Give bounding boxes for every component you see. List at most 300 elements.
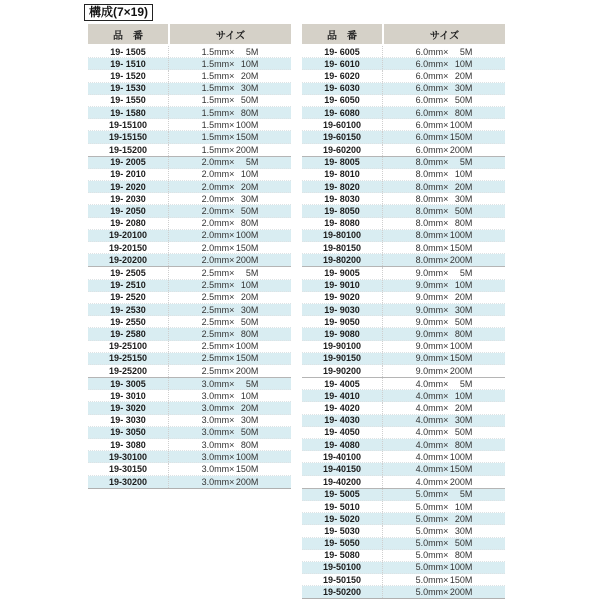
- size-diameter: 4.0mm×: [415, 451, 449, 462]
- part-number: 19-80100: [322, 230, 362, 241]
- part-number: 19-90100: [322, 341, 362, 352]
- size-diameter: 9.0mm×: [415, 280, 449, 291]
- size-length: 20M: [240, 292, 259, 303]
- size-value: [382, 353, 505, 364]
- table-row: [302, 365, 505, 377]
- size-diameter: 8.0mm×: [415, 169, 449, 180]
- size-diameter: 5.0mm×: [415, 587, 449, 598]
- size-diameter: 2.5mm×: [201, 316, 235, 327]
- size-value: [382, 280, 505, 291]
- part-number: 19- 6020: [324, 70, 360, 81]
- size-value: [168, 476, 291, 488]
- size-diameter: 1.5mm×: [201, 83, 235, 94]
- part-number: 19-60100: [322, 119, 362, 130]
- size-value: [382, 538, 505, 549]
- size-length: 80M: [454, 218, 473, 229]
- size-length: 200M: [235, 476, 259, 487]
- part-number: 19-20100: [108, 230, 148, 241]
- size-length: 100M: [235, 341, 259, 352]
- size-value: [168, 316, 291, 327]
- part-number: 19-60150: [322, 131, 362, 142]
- table-row: [302, 427, 505, 439]
- size-section: [88, 377, 291, 488]
- size-diameter: 6.0mm×: [415, 46, 449, 57]
- size-length: 30M: [454, 83, 473, 94]
- part-number: 19- 4005: [324, 378, 360, 389]
- size-length: 30M: [240, 193, 259, 204]
- table-row: [302, 83, 505, 95]
- size-value: [382, 70, 505, 81]
- size-value: [168, 267, 291, 278]
- size-value: [168, 193, 291, 204]
- size-value: [382, 415, 505, 426]
- part-number: 19- 5030: [324, 525, 360, 536]
- column-header-part: 品 番: [327, 30, 357, 42]
- part-number: 19-50150: [322, 574, 362, 585]
- size-diameter: 3.0mm×: [201, 403, 235, 414]
- size-value: [168, 107, 291, 118]
- part-number: 19- 6010: [324, 58, 360, 69]
- size-length: 5M: [459, 267, 473, 278]
- size-length: 150M: [235, 353, 259, 364]
- table-header: [302, 24, 505, 46]
- size-diameter: 3.0mm×: [201, 415, 235, 426]
- size-value: [168, 427, 291, 438]
- table-row: [88, 341, 291, 353]
- size-diameter: 8.0mm×: [415, 181, 449, 192]
- part-number: 19- 6030: [324, 83, 360, 94]
- table-row: [88, 427, 291, 439]
- size-diameter: 5.0mm×: [415, 489, 449, 500]
- part-number: 19- 1505: [110, 46, 146, 57]
- part-number: 19- 9020: [324, 292, 360, 303]
- table-row: [88, 304, 291, 316]
- table-row: [302, 205, 505, 217]
- size-section: [302, 488, 505, 599]
- table-row: [302, 525, 505, 537]
- size-length: 50M: [454, 206, 473, 217]
- size-diameter: 3.0mm×: [201, 476, 235, 487]
- size-length: 100M: [449, 451, 473, 462]
- size-value: [382, 378, 505, 389]
- size-value: [168, 439, 291, 450]
- table-row: [88, 353, 291, 365]
- size-length: 10M: [454, 280, 473, 291]
- size-value: [382, 83, 505, 94]
- size-length: 30M: [240, 304, 259, 315]
- size-diameter: 2.0mm×: [201, 181, 235, 192]
- part-number: 19- 8030: [324, 193, 360, 204]
- table-row: [302, 46, 505, 58]
- size-diameter: 2.5mm×: [201, 328, 235, 339]
- size-value: [382, 390, 505, 401]
- size-length: 100M: [235, 451, 259, 462]
- size-diameter: 9.0mm×: [415, 304, 449, 315]
- table-row: [302, 513, 505, 525]
- table-row: [302, 489, 505, 501]
- size-length: 200M: [449, 365, 473, 376]
- size-diameter: 5.0mm×: [415, 525, 449, 536]
- size-length: 150M: [235, 463, 259, 474]
- table-row: [302, 415, 505, 427]
- size-diameter: 2.5mm×: [201, 280, 235, 291]
- part-number: 19- 2510: [110, 280, 146, 291]
- table-row: [302, 169, 505, 181]
- part-number: 19- 8050: [324, 206, 360, 217]
- size-value: [382, 501, 505, 512]
- size-length: 150M: [449, 242, 473, 253]
- part-number: 19- 8005: [324, 157, 360, 168]
- size-diameter: 5.0mm×: [415, 562, 449, 573]
- size-diameter: 2.5mm×: [201, 353, 235, 364]
- size-value: [382, 193, 505, 204]
- part-number: 19- 4020: [324, 403, 360, 414]
- size-value: [382, 181, 505, 192]
- table-row: [88, 378, 291, 390]
- table-row: [88, 169, 291, 181]
- size-value: [168, 353, 291, 364]
- size-diameter: 5.0mm×: [415, 513, 449, 524]
- size-diameter: 8.0mm×: [415, 206, 449, 217]
- size-value: [168, 242, 291, 253]
- size-value: [382, 157, 505, 168]
- part-number: 19- 3010: [110, 390, 146, 401]
- size-length: 150M: [449, 131, 473, 142]
- size-length: 20M: [454, 403, 473, 414]
- size-value: [382, 489, 505, 500]
- size-length: 200M: [449, 587, 473, 598]
- size-section: [88, 156, 291, 267]
- table-row: [88, 267, 291, 279]
- size-value: [382, 58, 505, 69]
- size-diameter: 1.5mm×: [201, 107, 235, 118]
- size-section: [88, 266, 291, 377]
- size-value: [382, 267, 505, 278]
- part-number: 19-15200: [108, 144, 148, 155]
- size-diameter: 1.5mm×: [201, 70, 235, 81]
- table-row: [88, 254, 291, 266]
- part-number: 19- 5050: [324, 538, 360, 549]
- table-row: [302, 390, 505, 402]
- column-header-size: サイズ: [382, 24, 505, 44]
- table-row: [88, 280, 291, 292]
- part-number: 19-15150: [108, 131, 148, 142]
- table-row: [88, 83, 291, 95]
- table-row: [302, 95, 505, 107]
- table-row: [88, 439, 291, 451]
- table-row: [302, 341, 505, 353]
- size-diameter: 5.0mm×: [415, 574, 449, 585]
- size-diameter: 4.0mm×: [415, 476, 449, 487]
- size-diameter: 8.0mm×: [415, 255, 449, 266]
- size-length: 20M: [240, 70, 259, 81]
- size-value: [382, 292, 505, 303]
- part-number: 19-40200: [322, 476, 362, 487]
- part-number: 19- 4030: [324, 415, 360, 426]
- size-value: [382, 451, 505, 462]
- part-number: 19- 2505: [110, 267, 146, 278]
- size-length: 200M: [449, 255, 473, 266]
- table-row: [302, 562, 505, 574]
- part-number: 19- 8010: [324, 169, 360, 180]
- part-number: 19-30200: [108, 476, 148, 487]
- size-diameter: 5.0mm×: [415, 550, 449, 561]
- size-diameter: 2.5mm×: [201, 267, 235, 278]
- table-row: [302, 463, 505, 475]
- size-diameter: 8.0mm×: [415, 242, 449, 253]
- size-diameter: 9.0mm×: [415, 328, 449, 339]
- size-length: 20M: [240, 403, 259, 414]
- size-section: [302, 377, 505, 488]
- size-value: [382, 304, 505, 315]
- size-diameter: 2.0mm×: [201, 157, 235, 168]
- size-diameter: 9.0mm×: [415, 292, 449, 303]
- size-value: [168, 328, 291, 339]
- size-diameter: 6.0mm×: [415, 107, 449, 118]
- table-row: [88, 144, 291, 156]
- size-length: 50M: [240, 95, 259, 106]
- size-diameter: 6.0mm×: [415, 95, 449, 106]
- size-length: 200M: [235, 255, 259, 266]
- table-row: [302, 328, 505, 340]
- size-diameter: 9.0mm×: [415, 353, 449, 364]
- part-number: 19-25100: [108, 341, 148, 352]
- size-length: 30M: [454, 193, 473, 204]
- part-number: 19- 1530: [110, 83, 146, 94]
- part-number: 19- 1520: [110, 70, 146, 81]
- table-row: [302, 131, 505, 143]
- table-row: [302, 254, 505, 266]
- size-value: [382, 119, 505, 130]
- size-value: [168, 341, 291, 352]
- size-length: 5M: [245, 378, 259, 389]
- size-value: [382, 218, 505, 229]
- size-value: [168, 292, 291, 303]
- size-diameter: 4.0mm×: [415, 378, 449, 389]
- size-value: [382, 439, 505, 450]
- size-diameter: 4.0mm×: [415, 403, 449, 414]
- size-diameter: 1.5mm×: [201, 144, 235, 155]
- size-diameter: 3.0mm×: [201, 439, 235, 450]
- size-length: 10M: [240, 58, 259, 69]
- size-value: [382, 205, 505, 216]
- size-length: 80M: [240, 439, 259, 450]
- part-number: 19-60200: [322, 144, 362, 155]
- size-length: 80M: [454, 550, 473, 561]
- size-length: 80M: [240, 328, 259, 339]
- size-diameter: 3.0mm×: [201, 463, 235, 474]
- size-length: 5M: [245, 157, 259, 168]
- parts-table-left: [88, 24, 291, 489]
- table-row: [88, 390, 291, 402]
- size-value: [382, 328, 505, 339]
- size-diameter: 8.0mm×: [415, 218, 449, 229]
- size-length: 100M: [449, 562, 473, 573]
- size-value: [382, 131, 505, 142]
- table-row: [88, 218, 291, 230]
- part-number: 19- 8080: [324, 218, 360, 229]
- size-diameter: 4.0mm×: [415, 415, 449, 426]
- table-row: [88, 157, 291, 169]
- size-diameter: 1.5mm×: [201, 131, 235, 142]
- size-length: 10M: [454, 58, 473, 69]
- part-number: 19- 2050: [110, 206, 146, 217]
- size-diameter: 6.0mm×: [415, 70, 449, 81]
- column-header-size: サイズ: [168, 24, 291, 44]
- table-row: [302, 439, 505, 451]
- table-row: [302, 353, 505, 365]
- size-length: 5M: [459, 378, 473, 389]
- table-row: [302, 144, 505, 156]
- table-row: [302, 181, 505, 193]
- size-length: 5M: [459, 46, 473, 57]
- size-length: 20M: [454, 513, 473, 524]
- part-number: 19- 4080: [324, 439, 360, 450]
- size-length: 100M: [235, 119, 259, 130]
- part-number: 19-90200: [322, 365, 362, 376]
- table-row: [302, 451, 505, 463]
- table-row: [302, 574, 505, 586]
- size-diameter: 4.0mm×: [415, 463, 449, 474]
- size-length: 50M: [240, 316, 259, 327]
- size-value: [382, 562, 505, 573]
- table-row: [302, 230, 505, 242]
- size-diameter: 9.0mm×: [415, 341, 449, 352]
- table-header: [88, 24, 291, 46]
- table-row: [88, 205, 291, 217]
- part-number: 19-15100: [108, 119, 148, 130]
- size-value: [382, 144, 505, 156]
- table-row: [302, 107, 505, 119]
- part-number: 19-30150: [108, 463, 148, 474]
- size-value: [168, 157, 291, 168]
- size-value: [168, 119, 291, 130]
- part-number: 19- 9080: [324, 328, 360, 339]
- part-number: 19- 3005: [110, 378, 146, 389]
- size-value: [168, 218, 291, 229]
- size-length: 200M: [449, 476, 473, 487]
- part-number: 19- 2580: [110, 328, 146, 339]
- table-row: [302, 242, 505, 254]
- size-value: [168, 181, 291, 192]
- size-length: 100M: [449, 230, 473, 241]
- table-row: [88, 463, 291, 475]
- size-value: [168, 304, 291, 315]
- size-length: 20M: [454, 70, 473, 81]
- column-header-part: 品 番: [113, 30, 143, 42]
- size-section: [302, 46, 505, 156]
- part-number: 19- 3050: [110, 427, 146, 438]
- size-value: [168, 254, 291, 266]
- table-row: [88, 365, 291, 377]
- size-value: [168, 280, 291, 291]
- size-length: 5M: [459, 489, 473, 500]
- table-row: [88, 451, 291, 463]
- size-diameter: 2.0mm×: [201, 193, 235, 204]
- size-diameter: 4.0mm×: [415, 390, 449, 401]
- size-diameter: 1.5mm×: [201, 58, 235, 69]
- size-value: [168, 95, 291, 106]
- table-row: [302, 157, 505, 169]
- part-number: 19- 2530: [110, 304, 146, 315]
- size-value: [168, 46, 291, 57]
- size-diameter: 2.5mm×: [201, 341, 235, 352]
- part-number: 19- 5010: [324, 501, 360, 512]
- size-value: [382, 427, 505, 438]
- part-number: 19-80200: [322, 255, 362, 266]
- size-length: 50M: [454, 427, 473, 438]
- table-row: [88, 46, 291, 58]
- part-number: 19- 2080: [110, 218, 146, 229]
- size-length: 10M: [454, 390, 473, 401]
- size-value: [382, 242, 505, 253]
- size-length: 10M: [240, 390, 259, 401]
- size-value: [168, 463, 291, 474]
- size-length: 50M: [240, 427, 259, 438]
- table-row: [88, 181, 291, 193]
- size-length: 80M: [454, 439, 473, 450]
- size-section: [88, 46, 291, 156]
- size-length: 200M: [235, 144, 259, 155]
- size-length: 50M: [454, 538, 473, 549]
- size-value: [382, 107, 505, 118]
- part-number: 19- 2020: [110, 181, 146, 192]
- size-value: [382, 316, 505, 327]
- table-row: [302, 292, 505, 304]
- size-diameter: 4.0mm×: [415, 439, 449, 450]
- size-diameter: 3.0mm×: [201, 378, 235, 389]
- size-value: [382, 525, 505, 536]
- size-diameter: 5.0mm×: [415, 501, 449, 512]
- size-length: 20M: [454, 181, 473, 192]
- size-diameter: 2.0mm×: [201, 242, 235, 253]
- size-value: [168, 83, 291, 94]
- size-length: 5M: [245, 267, 259, 278]
- table-row: [302, 316, 505, 328]
- size-diameter: 9.0mm×: [415, 316, 449, 327]
- size-value: [382, 230, 505, 241]
- size-length: 150M: [449, 463, 473, 474]
- table-row: [88, 328, 291, 340]
- part-number: 19-90150: [322, 353, 362, 364]
- size-value: [168, 365, 291, 377]
- size-diameter: 6.0mm×: [415, 58, 449, 69]
- size-value: [168, 402, 291, 413]
- part-number: 19- 2550: [110, 316, 146, 327]
- size-length: 30M: [454, 415, 473, 426]
- size-value: [382, 95, 505, 106]
- size-length: 30M: [454, 304, 473, 315]
- part-number: 19- 4010: [324, 390, 360, 401]
- size-value: [168, 70, 291, 81]
- size-length: 50M: [454, 95, 473, 106]
- size-diameter: 2.0mm×: [201, 169, 235, 180]
- size-value: [382, 513, 505, 524]
- size-diameter: 8.0mm×: [415, 230, 449, 241]
- size-diameter: 2.0mm×: [201, 218, 235, 229]
- size-length: 80M: [454, 107, 473, 118]
- size-diameter: 2.5mm×: [201, 304, 235, 315]
- size-value: [382, 254, 505, 266]
- size-diameter: 2.0mm×: [201, 255, 235, 266]
- part-number: 19- 6050: [324, 95, 360, 106]
- size-value: [168, 451, 291, 462]
- size-diameter: 6.0mm×: [415, 131, 449, 142]
- parts-table-right: [302, 24, 505, 599]
- size-value: [382, 365, 505, 377]
- size-value: [168, 144, 291, 156]
- table-row: [88, 70, 291, 82]
